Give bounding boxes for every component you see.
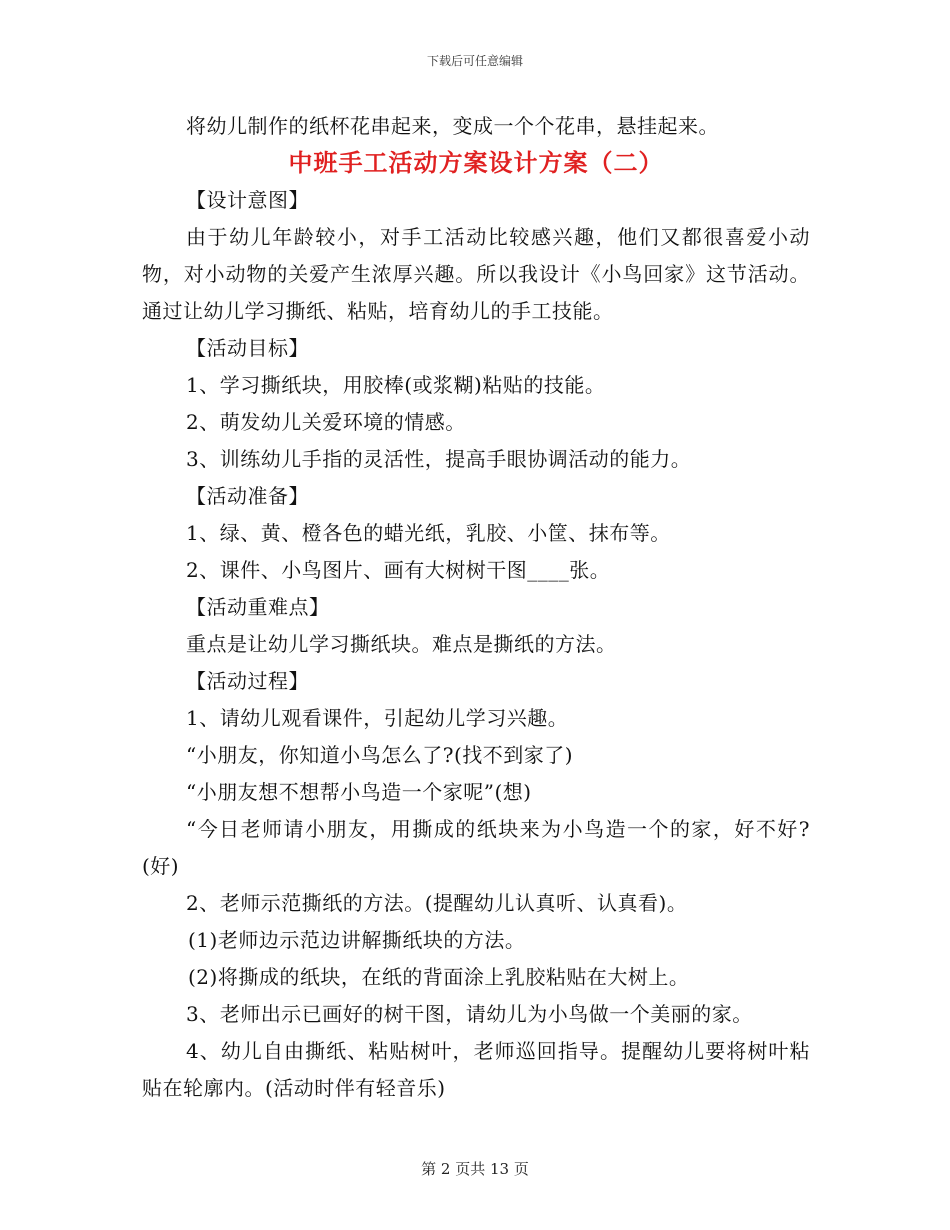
goal-item-1: 1、学习撕纸块，用胶棒(或浆糊)粘贴的技能。 <box>186 373 606 397</box>
dialogue-quote-2: “小朋友想不想帮小鸟造一个家呢”(想) <box>186 780 532 804</box>
page-header: 下载后可任意编辑 <box>426 54 523 68</box>
goal-item-3: 3、训练幼儿手指的灵活性，提高手眼协调活动的能力。 <box>186 447 692 471</box>
section-heading-goals: 【活动目标】 <box>186 336 309 360</box>
document-body <box>142 108 810 1107</box>
design-paragraph: 由于幼儿年龄较小，对手工活动比较感兴趣，他们又都很喜爱小动物，对小动物的关爱产生浓厚兴趣。所以我设计《小鸟回家》这节活动。通过让幼儿学习撕纸、粘贴，培育幼儿的手工技能。 <box>142 225 810 323</box>
section-heading-design: 【设计意图】 <box>186 188 309 212</box>
process-step-4: 4、幼儿自由撕纸、粘贴树叶，老师巡回指导。提醒幼儿要将树叶粘贴在轮廓内。(活动时伴有轻音乐) <box>142 1039 810 1100</box>
key-points-text: 重点是让幼儿学习撕纸块。难点是撕纸的方法。 <box>186 632 617 656</box>
dialogue-quote-1: “小朋友，你知道小鸟怎么了?(找不到家了) <box>186 743 574 767</box>
process-step-2: 2、老师示范撕纸的方法。(提醒幼儿认真听、认真看)。 <box>186 891 688 915</box>
prep-item-2: 2、课件、小鸟图片、画有大树树干图____张。 <box>186 558 611 582</box>
section-heading-preparation: 【活动准备】 <box>186 484 309 508</box>
dialogue-quote-3: “今日老师请小朋友，用撕成的纸块来为小鸟造一个的家，好不好?(好) <box>142 817 810 878</box>
page-footer: 第 2 页共 13 页 <box>421 1160 529 1178</box>
intro-line: 将幼儿制作的纸杯花串起来，变成一个个花串，悬挂起来。 <box>186 114 719 138</box>
process-step-2-sub-2: (2)将撕成的纸块，在纸的背面涂上乳胶粘贴在大树上。 <box>188 965 690 989</box>
prep-item-1: 1、绿、黄、橙各色的蜡光纸，乳胶、小筐、抹布等。 <box>186 521 671 545</box>
section-heading-process: 【活动过程】 <box>186 669 309 693</box>
goal-item-2: 2、萌发幼儿关爱环境的情感。 <box>186 410 466 434</box>
document-title: 中班手工活动方案设计方案（二） <box>288 149 664 177</box>
process-step-2-sub-1: (1)老师边示范边讲解撕纸块的方法。 <box>188 928 526 952</box>
process-step-1: 1、请幼儿观看课件，引起幼儿学习兴趣。 <box>186 706 569 730</box>
process-step-3: 3、老师出示已画好的树干图，请幼儿为小鸟做一个美丽的家。 <box>186 1002 753 1026</box>
section-heading-key-points: 【活动重难点】 <box>186 595 330 619</box>
